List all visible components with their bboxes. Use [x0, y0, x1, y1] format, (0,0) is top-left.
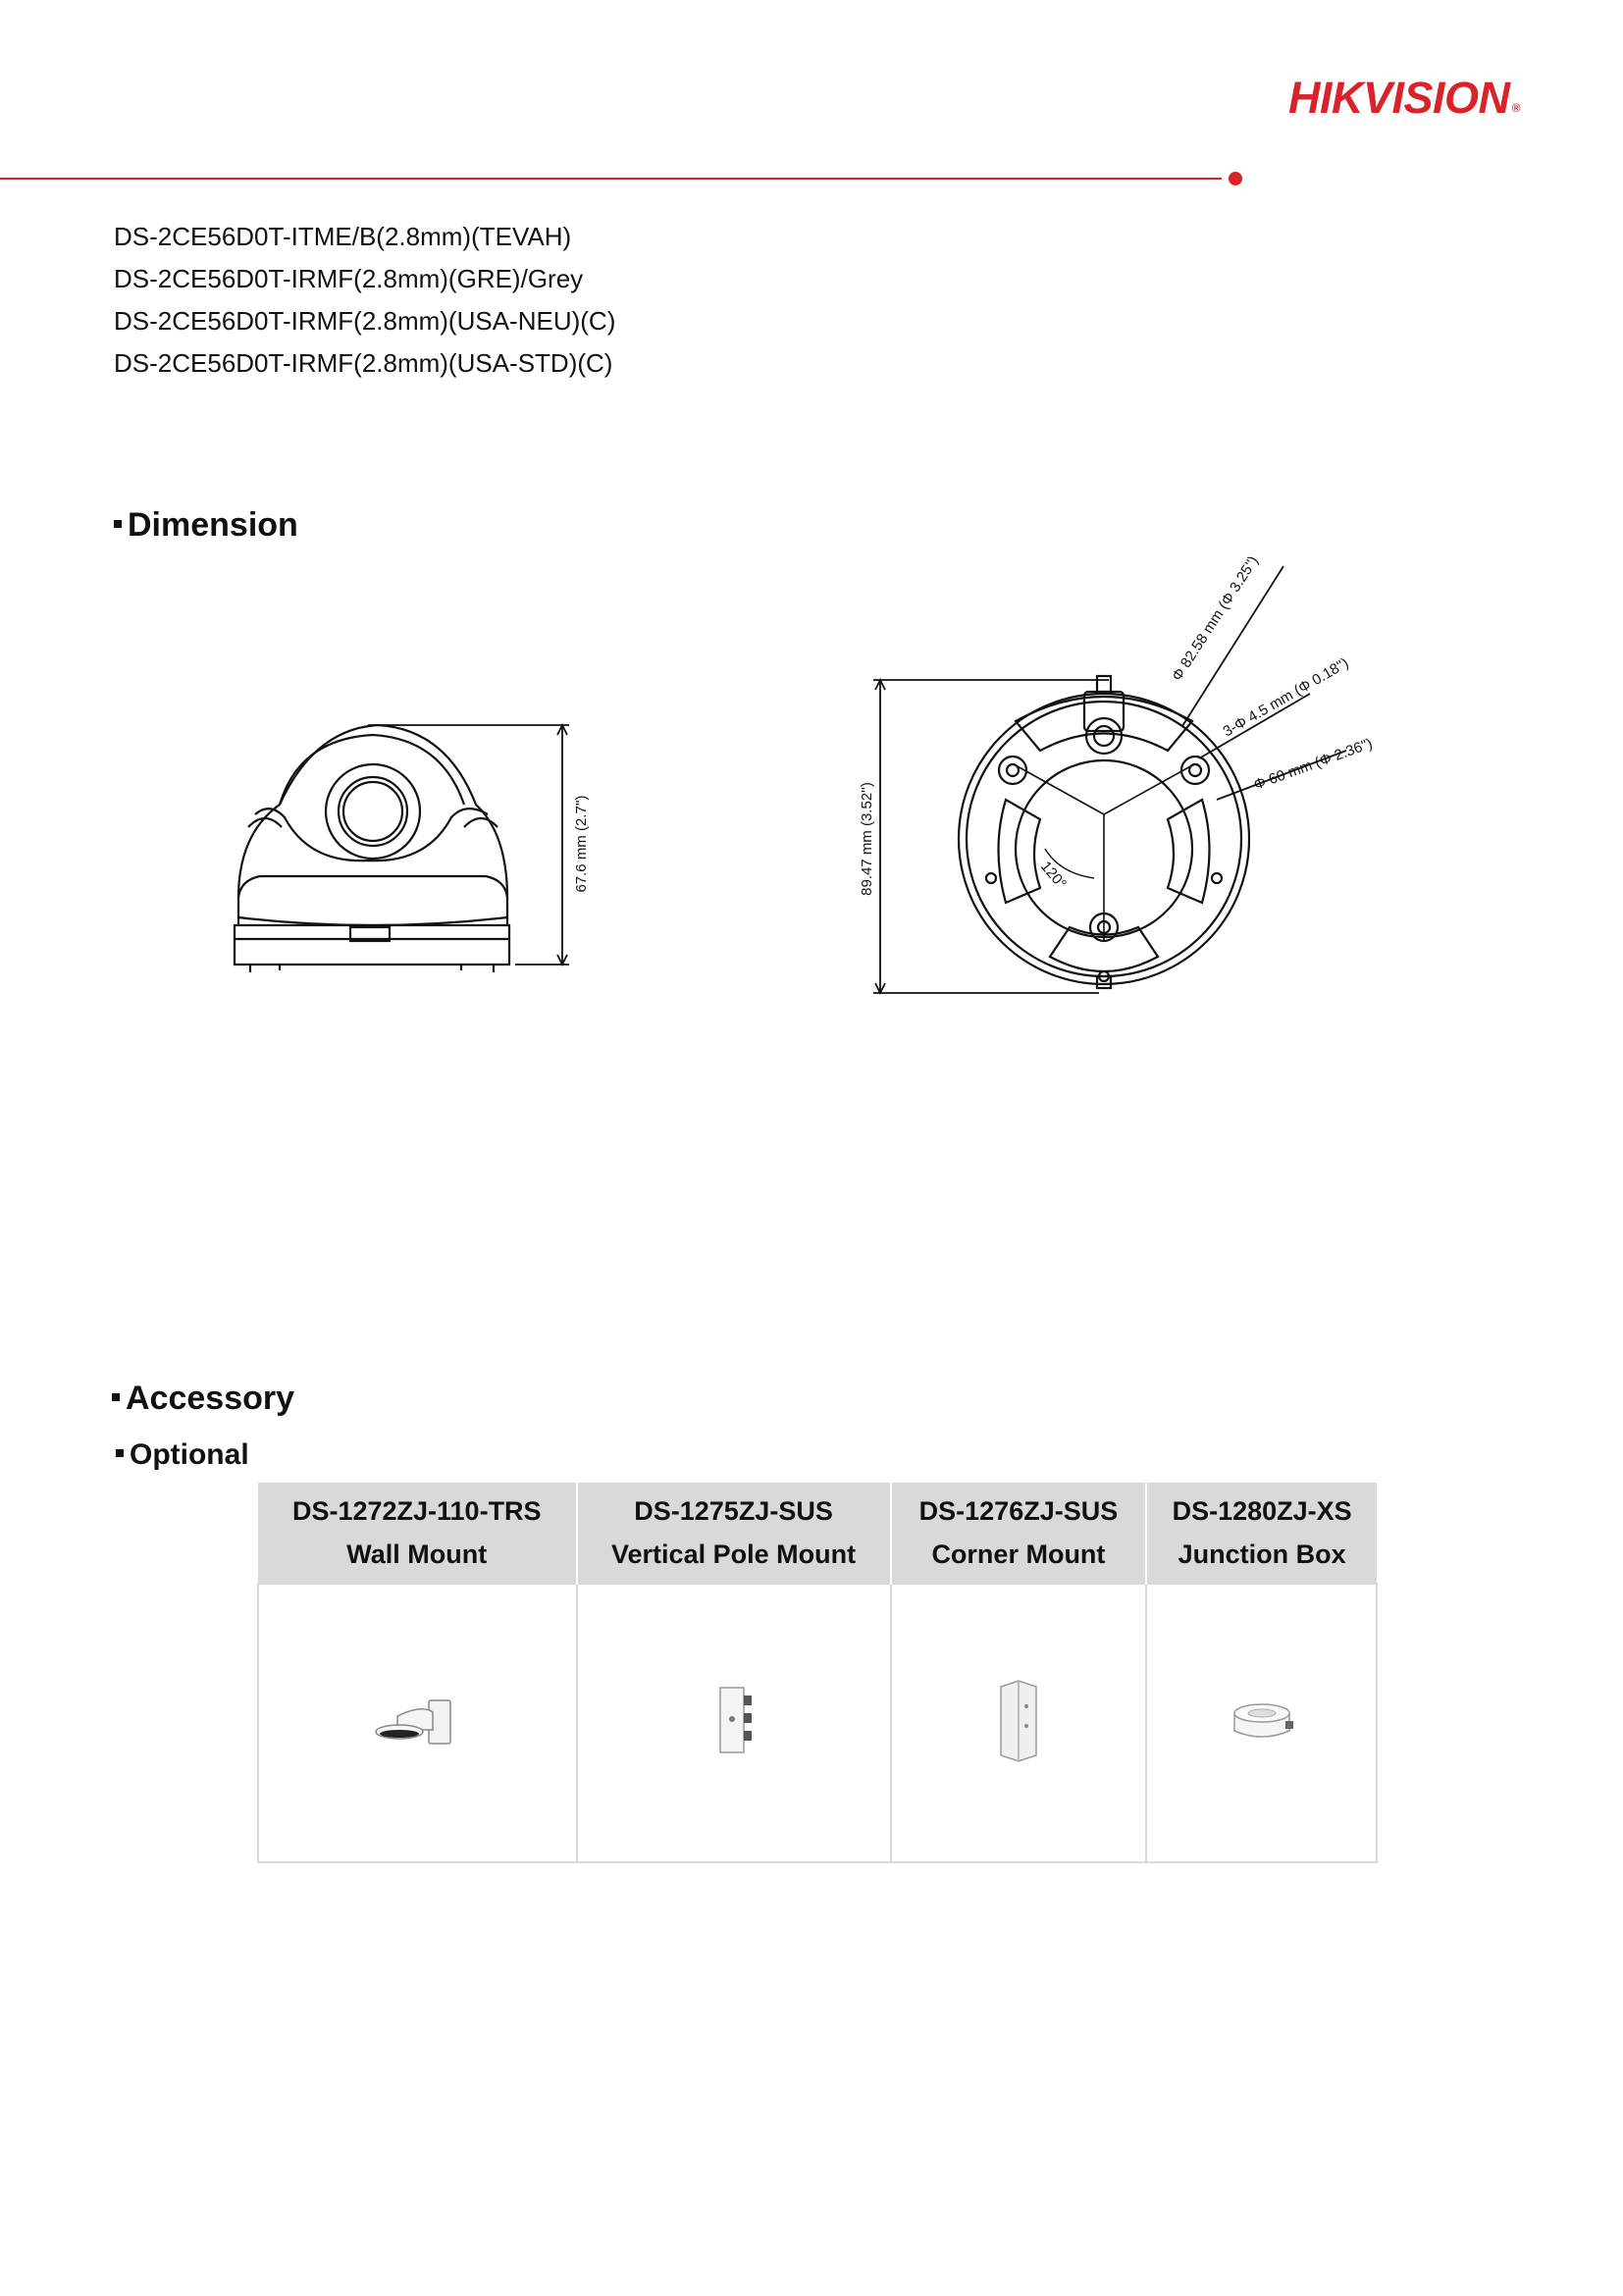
bottom-height-label: 89.47 mm (3.52''): [859, 782, 875, 896]
accessory-code: DS-1275ZJ-SUS: [634, 1496, 833, 1526]
optional-heading: [116, 1438, 249, 1472]
accessory-image-cell: [577, 1584, 891, 1862]
model-item: DS-2CE56D0T-ITME/B(2.8mm)(TEVAH): [114, 222, 572, 251]
accessory-code: DS-1280ZJ-XS: [1172, 1496, 1352, 1526]
accessory-name: Junction Box: [1178, 1539, 1346, 1569]
logo-registered-mark: ®: [1511, 101, 1520, 115]
optional-title: Optional: [130, 1438, 249, 1471]
angle-label: 120°: [1036, 858, 1070, 893]
hikvision-logo: [1288, 69, 1558, 128]
accessory-name: Corner Mount: [931, 1539, 1106, 1569]
accessory-header-cell: [577, 1483, 891, 1584]
accessory-header-cell: [1146, 1483, 1377, 1584]
accessory-header-cell: [891, 1483, 1147, 1584]
accessory-image-cell: [891, 1584, 1147, 1862]
accessory-heading: [112, 1380, 294, 1418]
accessory-code: DS-1272ZJ-110-TRS: [291, 1496, 542, 1526]
model-item: DS-2CE56D0T-IRMF(2.8mm)(USA-NEU)(C): [114, 306, 616, 336]
dimension-heading: [114, 506, 298, 545]
accessory-table: [257, 1483, 1378, 1863]
accessory-header-cell: [258, 1483, 577, 1584]
header-rule: [0, 178, 1222, 180]
junction-box-icon: [1223, 1692, 1301, 1750]
accessory-name: Vertical Pole Mount: [611, 1539, 857, 1569]
accessory-title: Accessory: [126, 1380, 295, 1417]
accessory-name: Wall Mount: [346, 1539, 488, 1569]
pole-mount-icon: [705, 1682, 763, 1760]
logo-text: HIKVISION: [1288, 73, 1510, 123]
camera-side-view-drawing: [221, 711, 590, 991]
accessory-code: DS-1276ZJ-SUS: [918, 1496, 1119, 1526]
accessory-image-cell: [1146, 1584, 1377, 1862]
accessory-header-row: [258, 1483, 1377, 1584]
wall-mount-icon: [368, 1687, 466, 1755]
bullet-icon: [112, 1393, 120, 1401]
accessory-image-cell: [258, 1584, 577, 1862]
camera-bottom-view-drawing: [844, 554, 1433, 1016]
outer-diameter-label: Φ 82.58 mm (Φ 3.25''): [1169, 552, 1262, 685]
hole-circle-label: Φ 60 mm (Φ 2.36''): [1251, 735, 1375, 794]
screw-hole-label: 3-Φ 4.5 mm (Φ 0.18''): [1220, 654, 1352, 741]
model-list: [114, 216, 615, 385]
dimension-title: Dimension: [128, 506, 298, 544]
model-item: DS-2CE56D0T-IRMF(2.8mm)(GRE)/Grey: [114, 264, 584, 293]
model-item: DS-2CE56D0T-IRMF(2.8mm)(USA-STD)(C): [114, 348, 613, 378]
bullet-icon: [116, 1449, 124, 1457]
header-rule-dot: [1229, 172, 1242, 185]
side-base: [235, 925, 509, 965]
corner-mount-icon: [989, 1677, 1048, 1765]
accessory-image-row: [258, 1584, 1377, 1862]
bullet-icon: [114, 520, 122, 528]
side-height-label: 67.6 mm (2.7''): [573, 795, 590, 893]
